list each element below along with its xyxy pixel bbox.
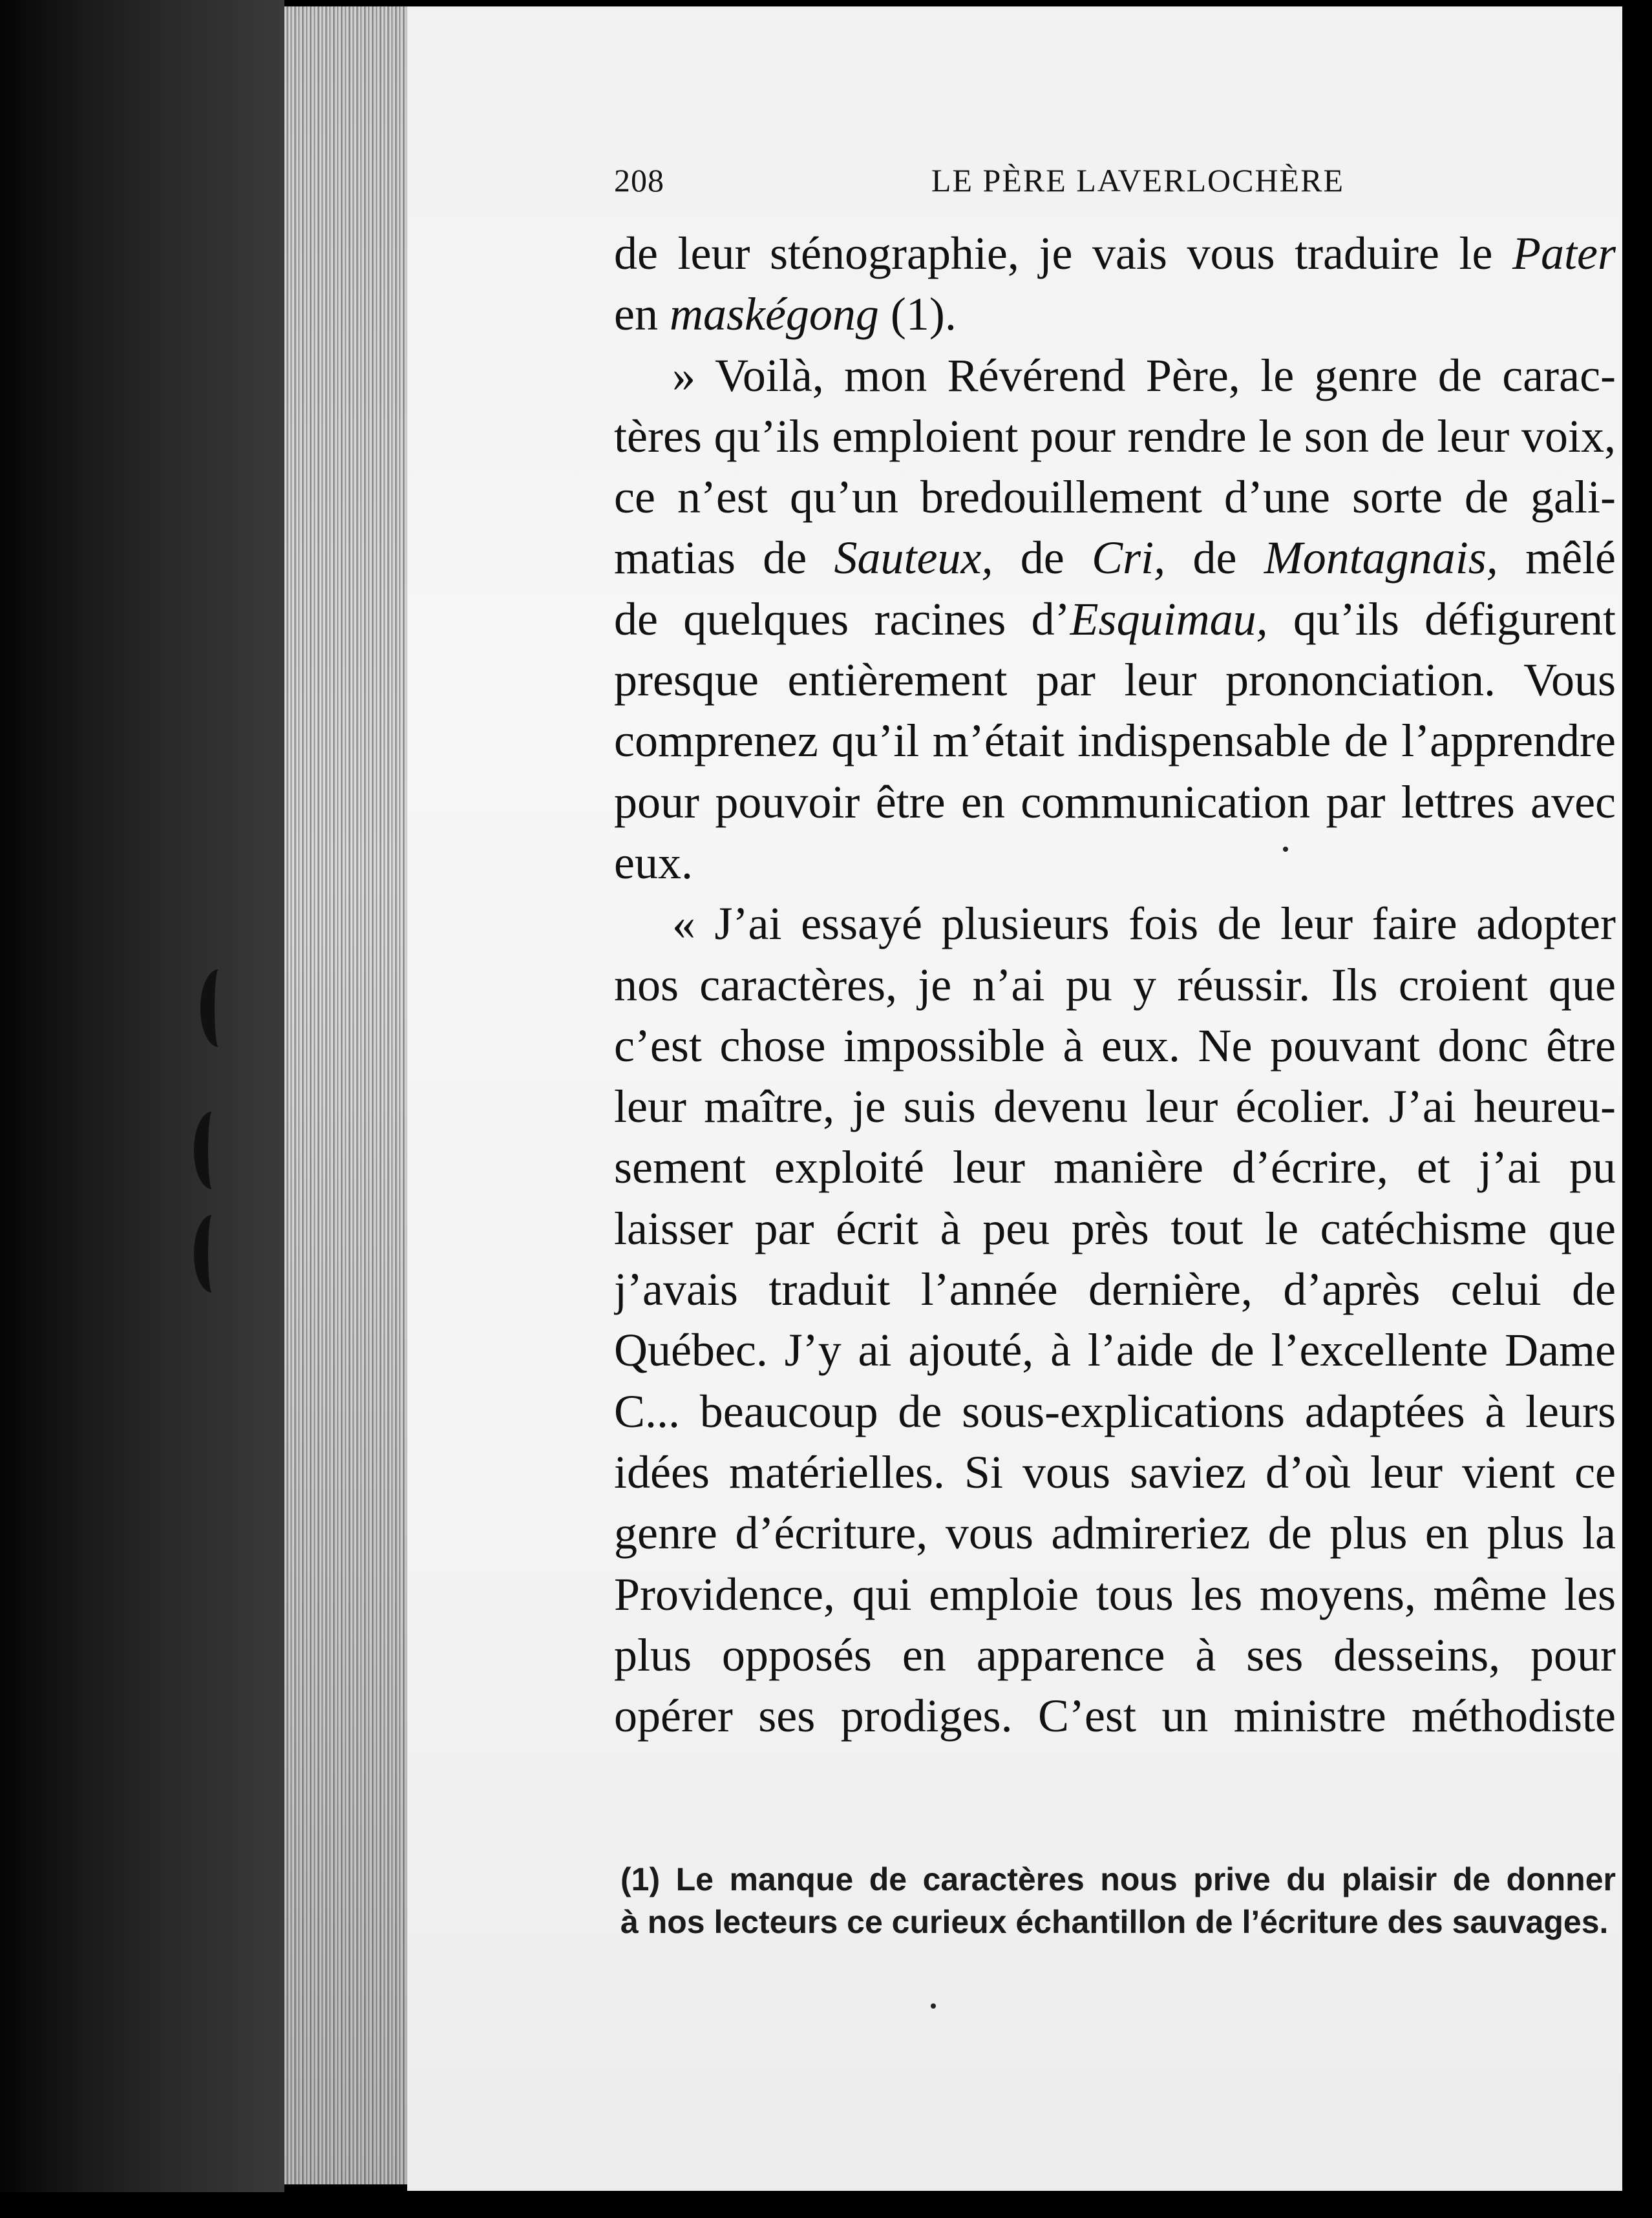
text-line [614,772,1616,832]
text-run: « J’ai essayé plusieurs fois de leur faire adopter [672,898,1616,950]
binding-clip-mark [200,969,237,1047]
text-line [614,406,1616,467]
text-run: leur maître, je suis devenu leur écolier. J’ai heureu- [614,1081,1616,1133]
text-line [614,467,1616,527]
text-run: sement exploité leur manière d’écrire, et j’ai pu [614,1141,1616,1194]
scan-border-right [1622,0,1652,2218]
text-line [614,1259,1616,1320]
text-run: Québec. J’y ai ajouté, à l’aide de l’excellente Dame [614,1324,1616,1377]
text-run: comprenez qu’il m’était indispensable de l’apprendre [614,715,1616,767]
text-run: Providence, qui emploie tous les moyens, même les [614,1568,1616,1620]
text-run: de quelques racines d’ [614,593,1070,645]
text-line [614,893,1616,954]
body-text [614,223,1616,1746]
footnote [620,1858,1616,1943]
book-binding-shadow [0,0,284,2218]
italic-text-run: Montagnais, [1264,532,1498,584]
text-line [614,1442,1616,1503]
italic-text-run: maskégong [669,288,879,341]
text-line [614,223,1616,284]
text-line [614,1320,1616,1380]
text-line [614,1625,1616,1685]
text-run: eux. [614,836,693,889]
italic-text-run: Esquimau, [1070,593,1268,645]
text-run: idées matérielles. Si vous saviez d’où leur vient ce [614,1446,1616,1498]
text-line [614,1564,1616,1625]
text-line [614,1381,1616,1442]
ink-speck [1283,847,1288,852]
text-run: presque entièrement par leur prononciation. Vous [614,654,1616,706]
text-run: (1). [878,288,957,341]
text-line [614,527,1616,588]
text-run: de [1165,532,1264,584]
text-run: c’est chose impossible à eux. Ne pouvant donc être [614,1019,1616,1072]
binding-clip-mark [194,1215,230,1293]
text-run: opérer ses prodiges. C’est un ministre méthodiste [614,1690,1616,1742]
scan-border-bottom [0,2192,1652,2218]
text-run: de leur sténographie, je vais vous traduire le [614,227,1513,279]
text-run: pour pouvoir être en communication par lettres avec [614,776,1616,828]
text-run: C... beaucoup de sous-explications adaptées à leurs [614,1385,1616,1437]
text-run: tères qu’ils emploient pour rendre le son de leur voix, [614,410,1616,462]
footnote-line: (1) Le manque de caractères nous prive du plaisir de donner [620,1861,1616,1897]
text-line [614,1015,1616,1076]
italic-text-run: Cri, [1092,532,1166,584]
text-line [614,345,1616,406]
page-number: 208 [614,162,664,198]
text-run: matias de [614,532,834,584]
running-head [614,162,1344,207]
text-run: j’avais traduit l’année dernière, d’après celui de [614,1263,1616,1316]
text-line [614,710,1616,771]
running-title: LE PÈRE LAVERLOCHÈRE [931,162,1344,198]
text-line [614,1685,1616,1746]
text-line [614,589,1616,650]
text-run: » Voilà, mon Révérend Père, le genre de carac- [672,349,1616,401]
page-edge-shade [284,6,407,2184]
binding-clip-mark [194,1112,230,1189]
ink-speck [931,2003,936,2009]
text-line [614,1137,1616,1198]
text-line [614,650,1616,710]
text-run: mêlé [1498,532,1616,584]
text-run: genre d’écriture, vous admireriez de plus en plus la [614,1507,1616,1559]
text-line [614,955,1616,1015]
italic-text-run: Sauteux, [834,532,993,584]
text-line [614,1503,1616,1563]
italic-text-run: Pater [1512,227,1616,279]
text-run: nos caractères, je n’ai pu y réussir. Ils croient que [614,958,1616,1011]
text-line [614,1198,1616,1259]
text-run: ce n’est qu’un bredouillement d’une sorte de gali- [614,471,1616,523]
text-run: de [993,532,1092,584]
text-line [614,284,1616,344]
text-line [614,1076,1616,1137]
text-line [614,832,1616,893]
text-run: qu’ils défigurent [1267,593,1616,645]
text-run: plus opposés en apparence à ses desseins, pour [614,1629,1616,1681]
footnote-line: à nos lecteurs ce curieux échantillon de l’écriture des sauvages. [620,1904,1609,1940]
text-run: laisser par écrit à peu près tout le catéchisme que [614,1202,1616,1254]
text-run: en [614,288,670,341]
